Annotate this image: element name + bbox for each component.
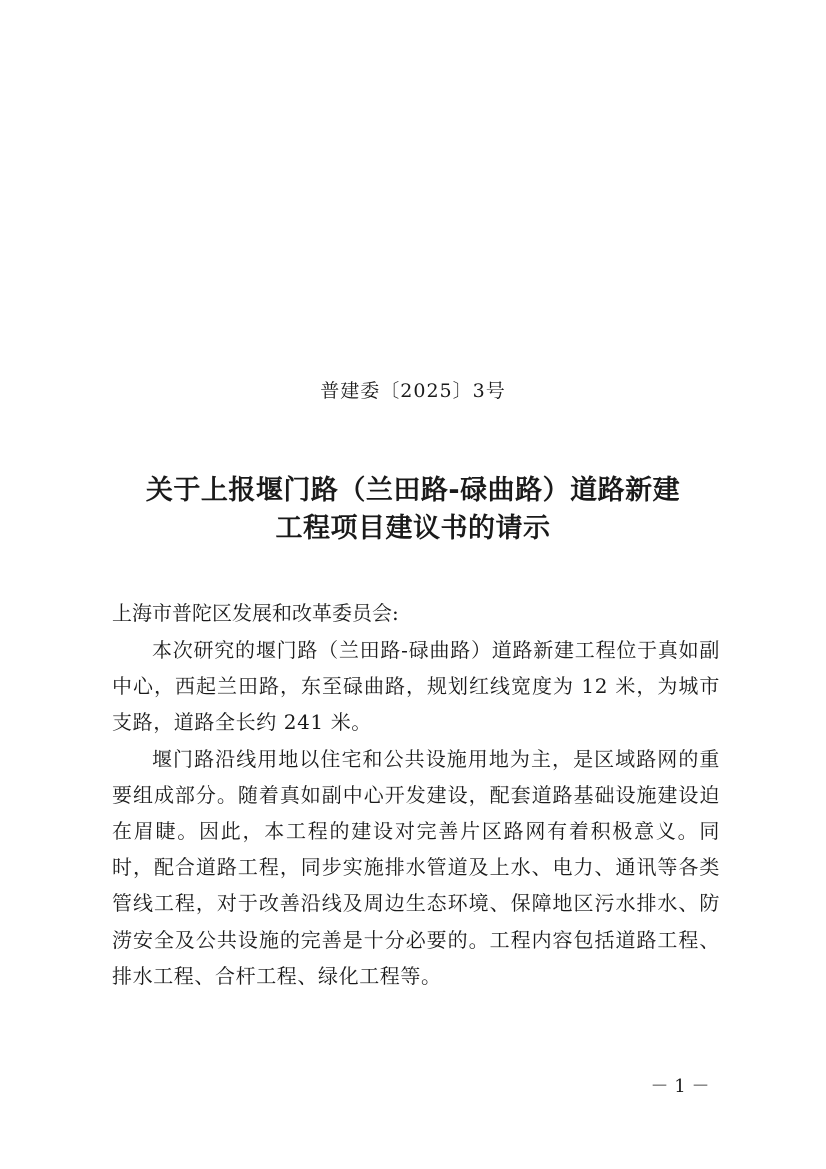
title-line-2: 工程项目建议书的请示 bbox=[275, 513, 551, 544]
salutation: 上海市普陀区发展和改革委员会: bbox=[112, 601, 399, 625]
document-body bbox=[112, 632, 720, 994]
page-number: － 1 － bbox=[650, 1076, 710, 1097]
body-paragraph-1: 本次研究的堰门路（兰田路-碌曲路）道路新建工程位于真如副中心，西起兰田路，东至碌曲路，规划红线宽度为 12 米，为城市支路，道路全长约 241 米。 bbox=[112, 638, 720, 735]
document-title bbox=[60, 472, 766, 548]
title-line-1: 关于上报堰门路（兰田路-碌曲路）道路新建 bbox=[145, 475, 681, 506]
body-paragraph-2: 堰门路沿线用地以住宅和公共设施用地为主，是区域路网的重要组成部分。随着真如副中心开发建设，配套道路基础设施建设迫在眉睫。因此，本工程的建设对完善片区路网有着积极意义。同时，配合道路工程，同步实施排水管道及上水、电力、通讯等各类管线工程，对于改善沿线及周边生态环境、保障地区污水排水、防涝安全及公共设施的完善是十分必要的。工程内容包括道路工程、排水工程、合杆工程、绿化工程等。 bbox=[112, 746, 720, 988]
document-number: 普建委〔2025〕3号 bbox=[320, 380, 506, 402]
